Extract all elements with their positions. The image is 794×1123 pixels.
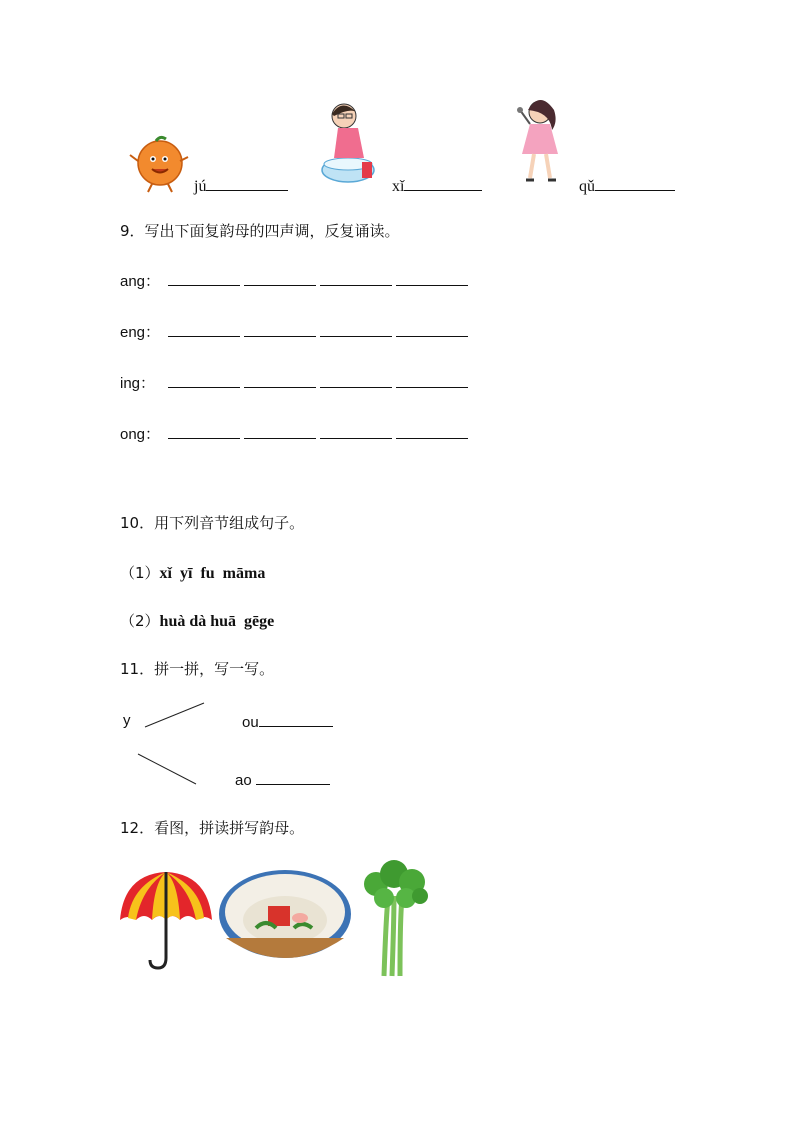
girl-washing-clothes-image [312, 100, 388, 192]
connector-lines [130, 700, 210, 790]
final-ou-row [242, 712, 333, 731]
girl-singing-image [506, 96, 574, 188]
final-ao: ao [235, 772, 252, 789]
final-ou: ou [242, 714, 259, 731]
question-10-prompt: 10．用下列音节组成句子。 [120, 514, 305, 532]
q10-item-1 [120, 562, 265, 583]
celery-image [354, 858, 434, 980]
tone-blank-1[interactable] [168, 375, 240, 388]
item-number: （1） [120, 564, 160, 582]
orange-character-image [128, 135, 190, 193]
answer-blank-you[interactable] [259, 712, 333, 727]
tone-blank-4[interactable] [396, 273, 468, 286]
q9-row-ing [120, 372, 472, 393]
initial-y: y [123, 712, 131, 729]
tone-blank-3[interactable] [320, 426, 392, 439]
answer-blank-yao[interactable] [256, 770, 330, 785]
tone-blank-3[interactable] [320, 273, 392, 286]
answer-blank-ju[interactable] [206, 176, 288, 191]
answer-blank-qu[interactable] [595, 176, 675, 191]
q9-row-eng [120, 321, 472, 342]
pinyin-xi: xǐ [392, 178, 405, 195]
q9-row-label: ong： [120, 426, 161, 443]
q9-row-ong [120, 423, 472, 444]
tone-blank-4[interactable] [396, 375, 468, 388]
question-11-prompt: 11．拼一拼，写一写。 [120, 660, 275, 678]
final-ao-row [235, 770, 330, 789]
tone-blank-2[interactable] [244, 426, 316, 439]
question-12-prompt: 12．看图，拼读拼写韵母。 [120, 819, 305, 837]
tone-blank-2[interactable] [244, 273, 316, 286]
tone-blank-4[interactable] [396, 324, 468, 337]
syllables: huà dà huā gēge [159, 613, 275, 630]
tone-blank-3[interactable] [320, 375, 392, 388]
tone-blank-4[interactable] [396, 426, 468, 439]
q9-row-ang [120, 270, 472, 291]
q9-row-label: ing： [120, 375, 156, 392]
q10-item-2 [120, 610, 274, 631]
tone-blank-1[interactable] [168, 324, 240, 337]
answer-blank-xi[interactable] [404, 176, 482, 191]
umbrella-image [118, 866, 214, 972]
tone-blank-2[interactable] [244, 324, 316, 337]
tone-blank-1[interactable] [168, 426, 240, 439]
bowl-image [216, 858, 354, 962]
pinyin-qu: qǔ [579, 178, 595, 195]
tone-blank-1[interactable] [168, 273, 240, 286]
q9-row-label: ang： [120, 273, 161, 290]
tone-blank-2[interactable] [244, 375, 316, 388]
item-number: （2） [120, 612, 160, 630]
tone-blank-3[interactable] [320, 324, 392, 337]
pinyin-ju: jú [194, 178, 207, 195]
syllables: xǐ yī fu māma [159, 565, 266, 582]
q9-row-label: eng： [120, 324, 161, 341]
question-9-prompt: 9．写出下面复韵母的四声调，反复诵读。 [120, 222, 400, 240]
